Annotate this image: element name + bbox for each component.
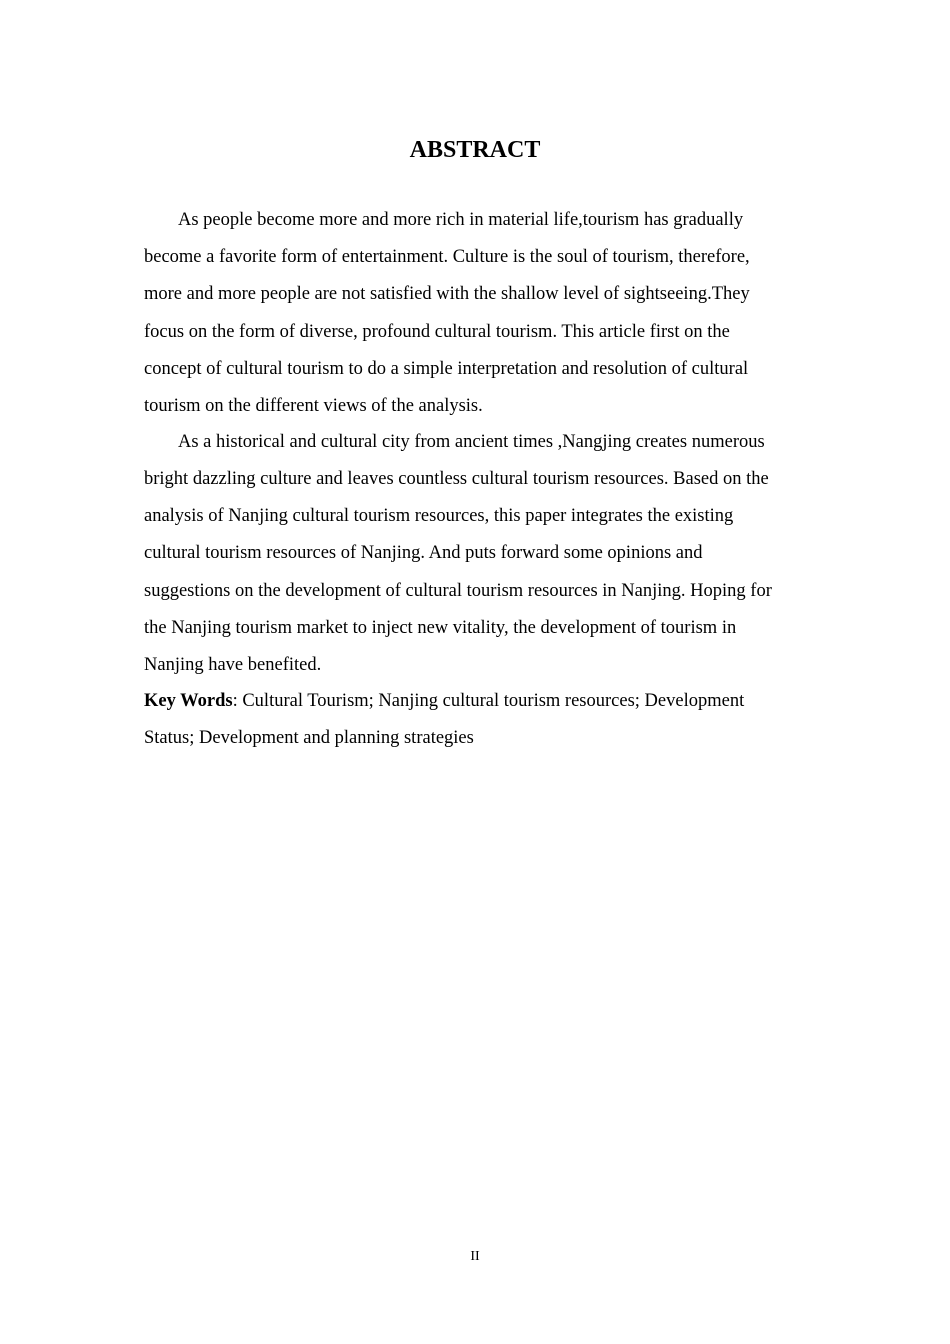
paragraph-line: concept of cultural tourism to do a simple interpretation and resolution of cultural [144,358,749,379]
paragraph-line: Nanjing have benefited. [144,654,322,675]
abstract-paragraph-1 [144,202,799,425]
paragraph-line: bright dazzling culture and leaves countless cultural tourism resources. Based on the [144,468,769,489]
keywords-block [144,683,799,757]
abstract-body [144,202,799,757]
keywords-line-2: Status; Development and planning strategies [144,727,474,748]
abstract-title: ABSTRACT [409,137,541,163]
keywords-list: : Cultural Tourism; Nanjing cultural tourism resources; Development [232,690,745,711]
paragraph-line: cultural tourism resources of Nanjing. And puts forward some opinions and [144,543,703,564]
keywords-line-1 [144,683,799,720]
paragraph-line: As a historical and cultural city from ancient times ,Nangjing creates numerous [178,431,765,452]
paragraph-line: suggestions on the development of cultural tourism resources in Nanjing. Hoping for [144,580,772,601]
paragraph-line: more and more people are not satisfied with the shallow level of sightseeing.They [144,284,750,305]
paragraph-line: analysis of Nanjing cultural tourism resources, this paper integrates the existing [144,506,734,527]
paragraph-line: become a favorite form of entertainment. Culture is the soul of tourism, therefore, [144,247,750,268]
paragraph-line: As people become more and more rich in material life,tourism has gradually [178,210,744,230]
page-number: II [470,1249,480,1264]
paragraph-line: tourism on the different views of the analysis. [144,396,483,417]
paragraph-line: focus on the form of diverse, profound cultural tourism. This article first on the [144,321,730,342]
paragraph-line: the Nanjing tourism market to inject new vitality, the development of tourism in [144,617,737,638]
abstract-paragraph-2 [144,424,799,684]
keywords-label: Key Words [144,690,233,711]
